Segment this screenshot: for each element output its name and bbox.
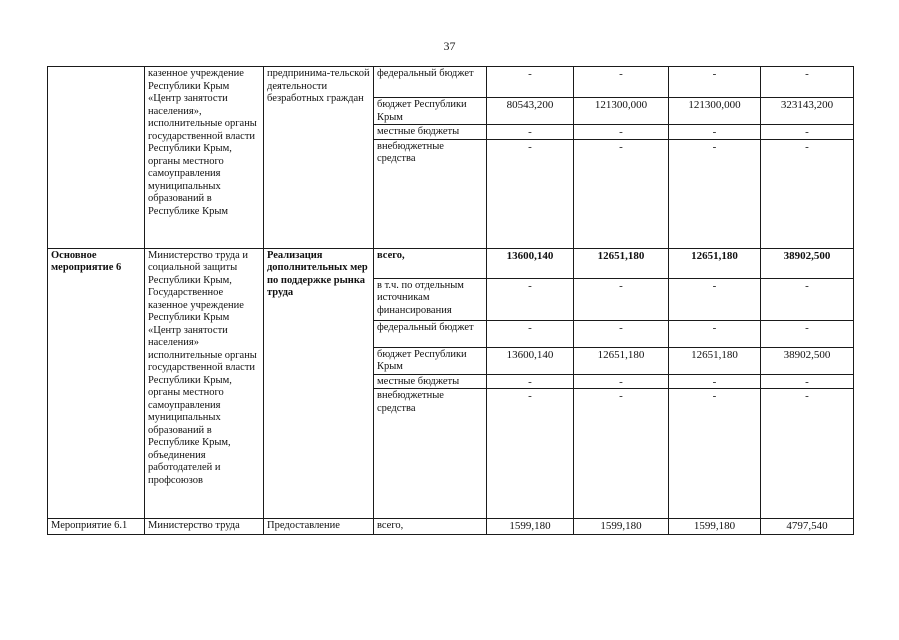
source-label: внебюджетные средства (374, 139, 487, 248)
value-cell: 13600,140 (487, 347, 574, 374)
source-label: федеральный бюджет (374, 67, 487, 98)
funding-table (47, 66, 854, 535)
value-cell: - (669, 125, 761, 140)
source-label: в т.ч. по отдельным источникам финансирования (374, 278, 487, 320)
target-cell: Реализация дополнительных мер по поддержке рынка труда (264, 248, 374, 519)
table-row (48, 519, 854, 535)
value-cell: 4797,540 (761, 519, 854, 535)
source-label: всего, (374, 248, 487, 278)
source-label: местные бюджеты (374, 125, 487, 140)
value-cell: - (487, 67, 574, 98)
value-cell: - (574, 278, 669, 320)
value-cell: - (487, 139, 574, 248)
value-cell: - (574, 320, 669, 347)
value-cell: - (669, 389, 761, 519)
executor-cell: Министерство труда и социальной защиты Республики Крым, Государственное казенное учреждение Республики Крым «Центр занятости населения» исполнительные органы государственной власти Республики Крым, органы местного самоуправления муниципальных образований в Республике Крым, объединения работодателей и профсоюзов (145, 248, 264, 519)
value-cell: - (761, 139, 854, 248)
value-cell: 323143,200 (761, 98, 854, 125)
value-cell: 38902,500 (761, 248, 854, 278)
value-cell: - (487, 389, 574, 519)
value-cell: 12651,180 (669, 248, 761, 278)
value-cell: - (487, 320, 574, 347)
value-cell: 12651,180 (574, 347, 669, 374)
source-label: всего, (374, 519, 487, 535)
value-cell: - (761, 320, 854, 347)
value-cell: - (761, 374, 854, 389)
executor-cell: Министерство труда (145, 519, 264, 535)
value-cell: 38902,500 (761, 347, 854, 374)
page-number: 37 (443, 39, 456, 53)
value-cell: - (574, 139, 669, 248)
value-cell: 121300,000 (574, 98, 669, 125)
source-label: внебюджетные средства (374, 389, 487, 519)
event-name-cell: Мероприятие 6.1 (48, 519, 145, 535)
target-cell: Предоставление (264, 519, 374, 535)
value-cell: 1599,180 (669, 519, 761, 535)
value-cell: 12651,180 (574, 248, 669, 278)
target-cell: предпринима-тельской деятельности безработных граждан (264, 67, 374, 249)
value-cell: - (761, 67, 854, 98)
source-label: федеральный бюджет (374, 320, 487, 347)
value-cell: - (487, 278, 574, 320)
value-cell: - (669, 67, 761, 98)
table-row (48, 67, 854, 98)
value-cell: - (574, 389, 669, 519)
value-cell: - (761, 125, 854, 140)
value-cell: - (669, 320, 761, 347)
source-label: бюджет Республики Крым (374, 347, 487, 374)
value-cell: - (761, 278, 854, 320)
value-cell: - (669, 139, 761, 248)
value-cell: 80543,200 (487, 98, 574, 125)
value-cell: - (487, 374, 574, 389)
value-cell: 121300,000 (669, 98, 761, 125)
executor-cell: казенное учреждение Республики Крым «Центр занятости населения», исполнительные органы государственной власти Республики Крым, органы местного самоуправления муниципальных образований в Республике Крым (145, 67, 264, 249)
value-cell: - (574, 374, 669, 389)
event-name-cell (48, 67, 145, 249)
value-cell: 13600,140 (487, 248, 574, 278)
value-cell: - (487, 125, 574, 140)
table-row (48, 248, 854, 278)
value-cell: 1599,180 (487, 519, 574, 535)
value-cell: - (669, 278, 761, 320)
event-name-cell: Основное мероприятие 6 (48, 248, 145, 519)
value-cell: - (669, 374, 761, 389)
value-cell: - (761, 389, 854, 519)
source-label: местные бюджеты (374, 374, 487, 389)
value-cell: - (574, 125, 669, 140)
value-cell: 12651,180 (669, 347, 761, 374)
value-cell: 1599,180 (574, 519, 669, 535)
source-label: бюджет Республики Крым (374, 98, 487, 125)
value-cell: - (574, 67, 669, 98)
